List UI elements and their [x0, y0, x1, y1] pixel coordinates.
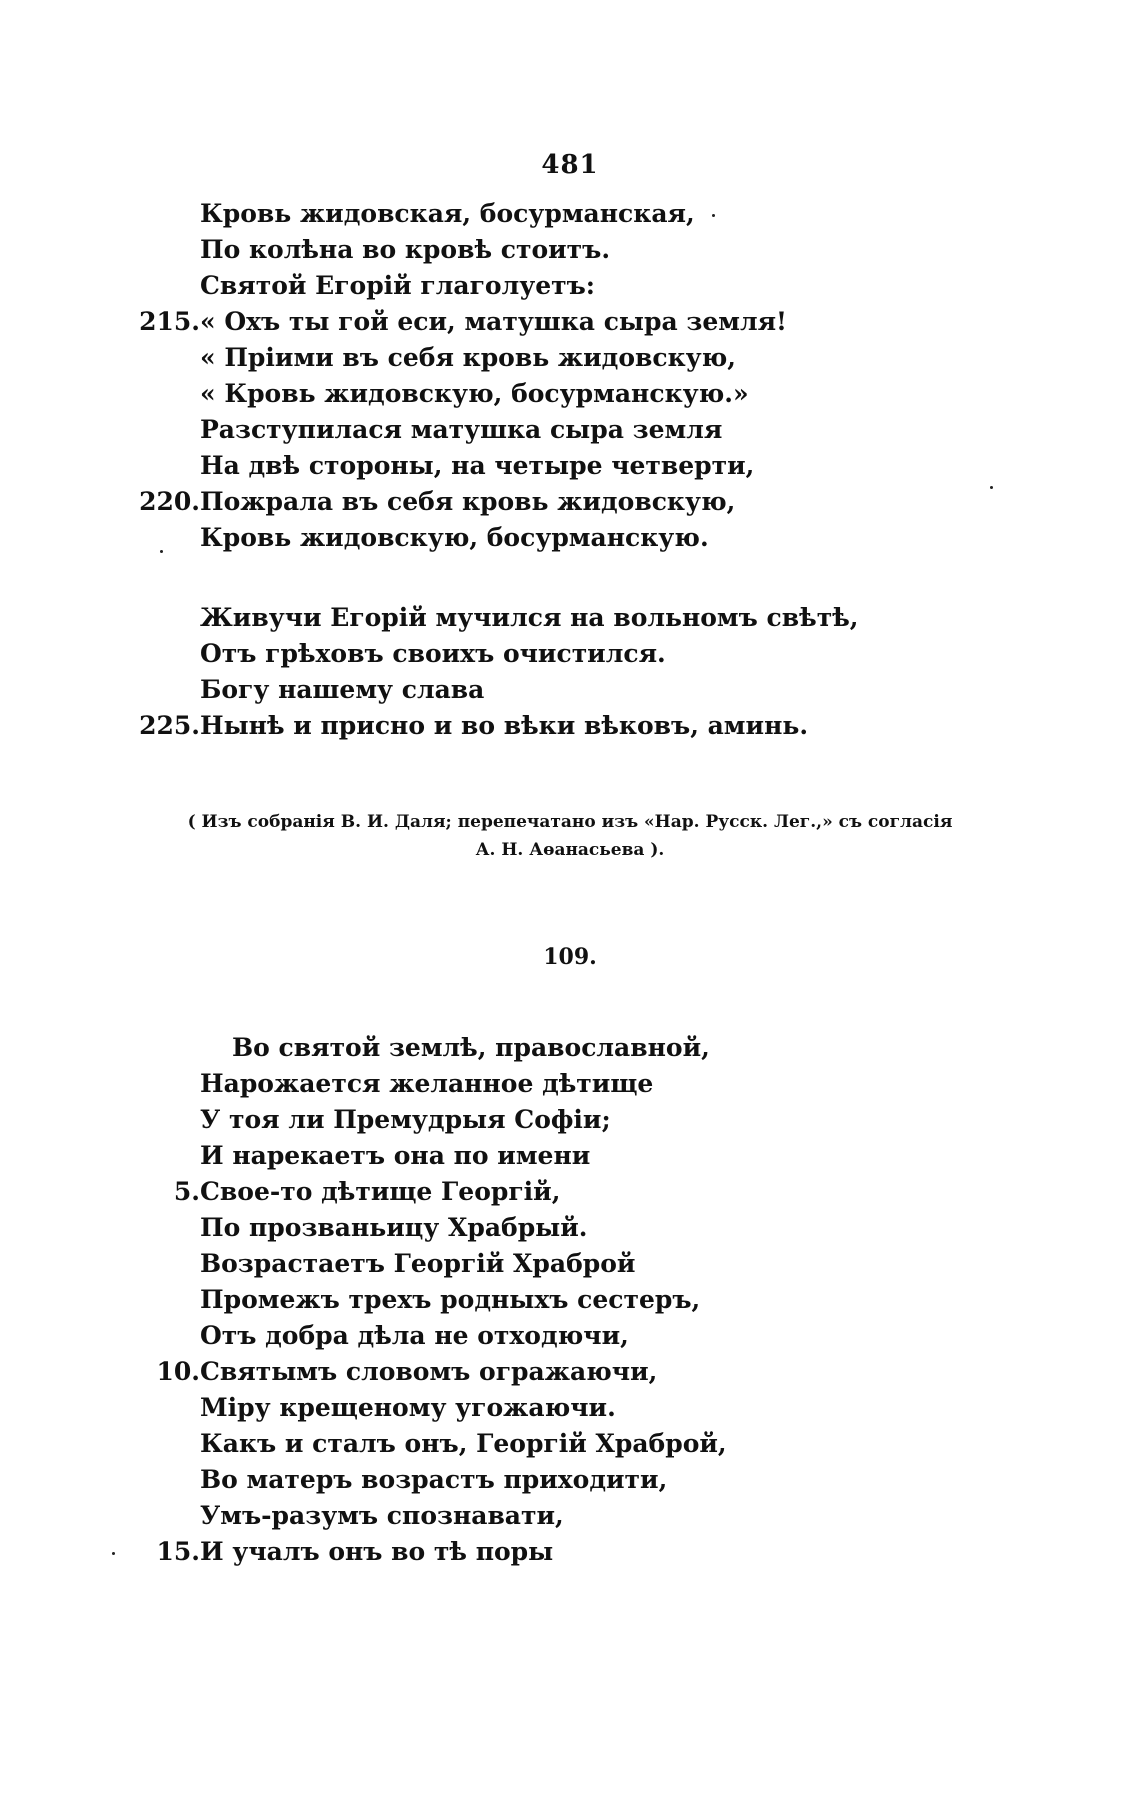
verse-line: [0, 448, 1140, 484]
verse-line: [0, 1282, 1140, 1318]
verse-text: Возрастаетъ Георгій Храброй: [200, 1249, 636, 1278]
verse-text: Отъ добра дѣла не отходючи,: [200, 1321, 629, 1350]
verse-line: [0, 412, 1140, 448]
source-note-line-1: ( Изъ собранія В. И. Даля; перепечатано изъ «Нар. Русск. Лег.,» съ согласія: [187, 812, 953, 832]
line-number: 225.: [139, 711, 200, 740]
verse-text: И нарекаетъ она по имени: [200, 1141, 591, 1170]
verse-text: У тоя ли Премудрыя Софіи;: [200, 1105, 611, 1134]
verse-line: [0, 1102, 1140, 1138]
verse-line: [0, 1426, 1140, 1462]
verse-text: « Пріими въ себя кровь жидовскую,: [200, 343, 737, 372]
verse-line: [0, 1390, 1140, 1426]
verse-line: [0, 232, 1140, 268]
verse-text: Нынѣ и присно и во вѣки вѣковъ, аминь.: [200, 711, 809, 740]
verse-text: Во матеръ возрастъ приходити,: [200, 1465, 668, 1494]
verse-text: Міру крещеному угожаючи.: [200, 1393, 616, 1422]
verse-text: По колѣна во кровѣ стоитъ.: [200, 235, 611, 264]
source-note: [130, 808, 1010, 864]
verse-text: Во святой землѣ, православной,: [232, 1033, 710, 1062]
verse-text: Промежъ трехъ родныхъ сестеръ,: [200, 1285, 701, 1314]
verse-text: Свое-то дѣтище Георгій,: [200, 1177, 561, 1206]
verse-line: [0, 1210, 1140, 1246]
source-note-line-2: А. Н. Аөанасьева ).: [475, 840, 665, 860]
line-number: 215.: [139, 307, 200, 336]
verse-text: Богу нашему слава: [200, 675, 485, 704]
verse-line: [0, 600, 1140, 636]
verse-line: [0, 304, 1140, 340]
verse-text: Святымъ словомъ огражаючи,: [200, 1357, 658, 1386]
verse-line: [0, 1462, 1140, 1498]
verse-text: На двѣ стороны, на четыре четверти,: [200, 451, 755, 480]
line-number: 10.: [156, 1357, 200, 1386]
print-speck: [712, 214, 715, 217]
verse-line: [0, 268, 1140, 304]
verse-block-second: [0, 600, 1140, 744]
verse-text: « Охъ ты гой еси, матушка сыра земля!: [200, 307, 788, 336]
verse-text: « Кровь жидовскую, босурманскую.»: [200, 379, 749, 408]
verse-line: [0, 520, 1140, 556]
verse-text: И учалъ онъ во тѣ поры: [200, 1537, 554, 1566]
verse-text: Умъ-разумъ спознавати,: [200, 1501, 564, 1530]
verse-line: [0, 1354, 1140, 1390]
verse-text: Пожрала въ себя кровь жидовскую,: [200, 487, 736, 516]
section-number: 109.: [543, 944, 597, 970]
page-number: 481: [541, 150, 599, 180]
verse-line: [0, 708, 1140, 744]
poem-block: [0, 1030, 1140, 1570]
verse-text: Отъ грѣховъ своихъ очистился.: [200, 639, 666, 668]
line-number: 15.: [156, 1537, 200, 1566]
verse-text: По прозваньицу Храбрый.: [200, 1213, 588, 1242]
verse-line: [0, 1246, 1140, 1282]
verse-line: [0, 1138, 1140, 1174]
verse-line: [0, 636, 1140, 672]
verse-text: Какъ и сталъ онъ, Георгій Храброй,: [200, 1429, 727, 1458]
verse-line: [0, 1066, 1140, 1102]
print-speck: [990, 486, 993, 489]
verse-line: [0, 1534, 1140, 1570]
verse-text: Святой Егорій глаголуетъ:: [200, 271, 595, 300]
verse-line: [0, 1318, 1140, 1354]
verse-line: [0, 340, 1140, 376]
verse-line: [0, 376, 1140, 412]
verse-line: [0, 672, 1140, 708]
verse-line: [0, 1498, 1140, 1534]
verse-line: [0, 1174, 1140, 1210]
line-number: 5.: [173, 1177, 200, 1206]
verse-line: [0, 196, 1140, 232]
verse-block-first: [0, 196, 1140, 556]
print-speck: [160, 550, 163, 553]
line-number: 220.: [139, 487, 200, 516]
verse-text: Кровь жидовскую, босурманскую.: [200, 523, 709, 552]
print-speck: [112, 1552, 115, 1555]
verse-text: Живучи Егорій мучился на вольномъ свѣтѣ,: [200, 603, 859, 632]
verse-text: Нарожается желанное дѣтище: [200, 1069, 654, 1098]
verse-text: Разступилася матушка сыра земля: [200, 415, 723, 444]
verse-line: [0, 484, 1140, 520]
verse-line: [0, 1030, 1140, 1066]
verse-text: Кровь жидовская, босурманская,: [200, 199, 695, 228]
